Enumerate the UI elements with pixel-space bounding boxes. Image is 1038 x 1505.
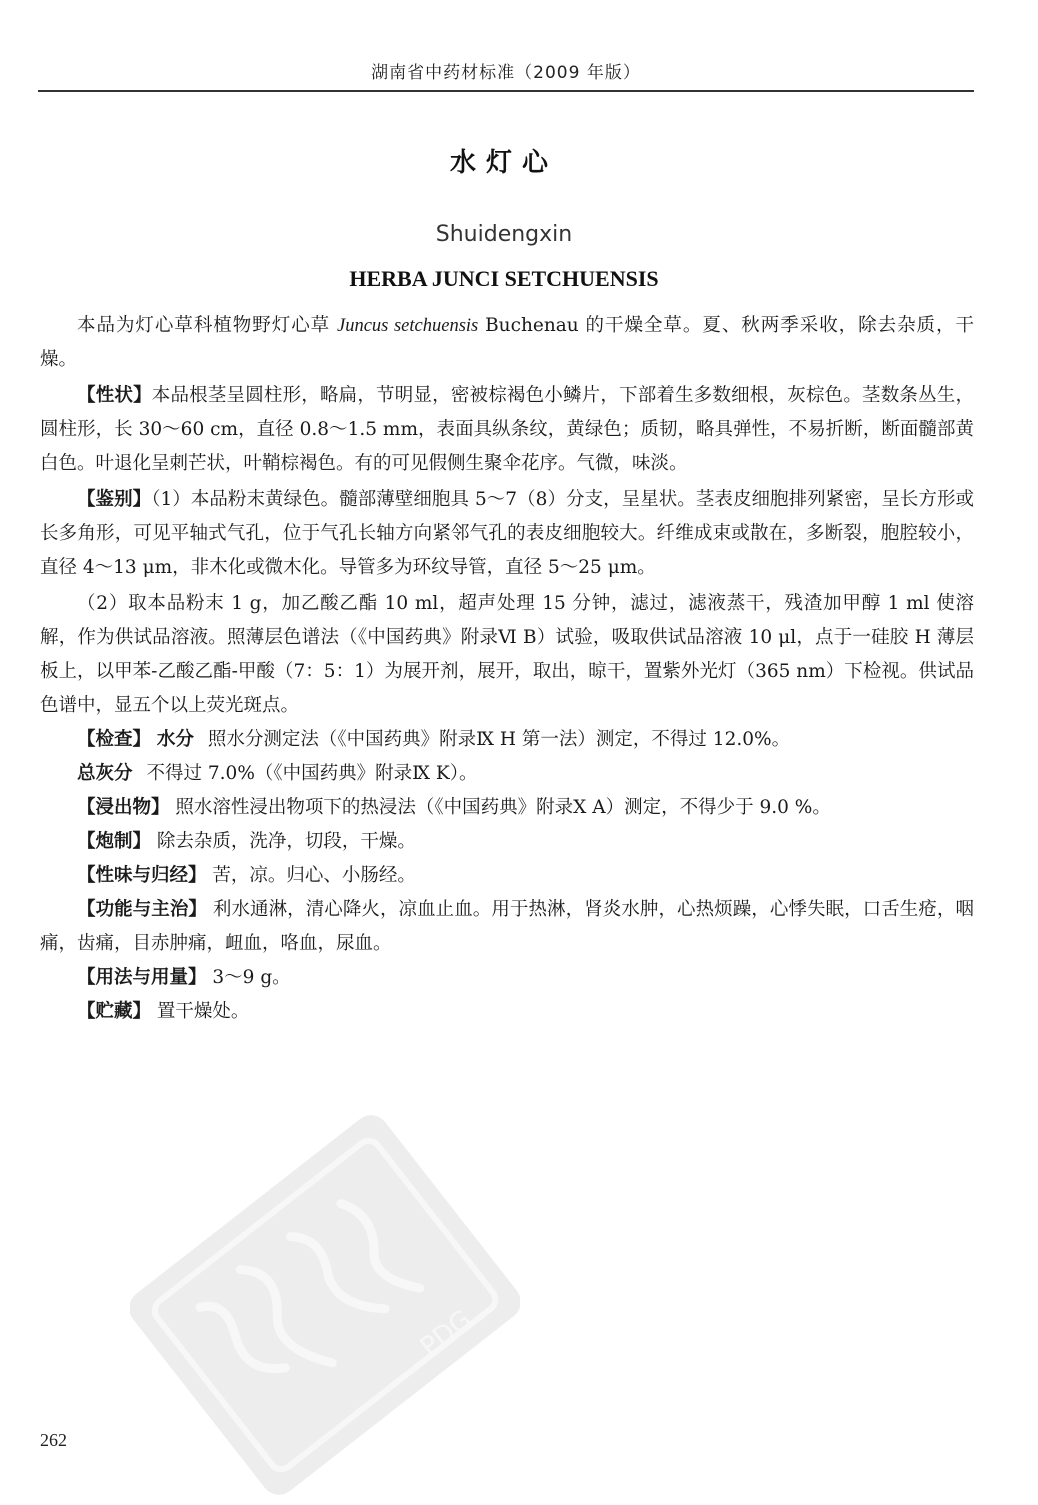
- section-label-yongfa: 【用法与用量】: [77, 967, 207, 988]
- section-label-jinchuwu: 【浸出物】: [77, 797, 170, 818]
- section-text-zhucang: 置干燥处。: [156, 1001, 250, 1022]
- section-label-zhucang: 【贮藏】: [77, 1001, 152, 1022]
- ash-text: 不得过 7.0%（《中国药典》附录Ⅸ K）。: [146, 763, 478, 784]
- water-text: 照水分测定法（《中国药典》附录Ⅸ H 第一法）测定，不得过 12.0%。: [207, 729, 791, 750]
- page-number: 262: [40, 1430, 67, 1450]
- section-label-xingzhuang: 【性状】: [77, 385, 152, 406]
- section-text-jinchuwu: 照水溶性浸出物项下的热浸法（《中国药典》附录Ⅹ A）测定，不得少于 9.0 %。: [175, 797, 831, 818]
- section-zhucang: [40, 995, 974, 1029]
- section-label-jiancha: 【检查】: [77, 729, 152, 750]
- section-label-xingwei: 【性味与归经】: [77, 865, 207, 886]
- latin-drug-name: HERBA JUNCI SETCHUENSIS: [349, 266, 659, 291]
- section-text-paozhi: 除去杂质，洗净，切段，干燥。: [156, 831, 416, 852]
- sublabel-water: 水分: [156, 729, 194, 750]
- section-xingwei: [40, 859, 974, 893]
- intro-text-1: 本品为灯心草科植物野灯心草: [77, 315, 337, 336]
- section-label-jianbie: 【鉴别】: [77, 489, 152, 510]
- section-text-jianbie-1: （1）本品粉末黄绿色。髓部薄壁细胞具 5～7（8）分支，呈星状。茎表皮细胞排列紧密，呈长方形或长多角形，可见平轴式气孔，位于气孔长轴方向紧邻气孔的表皮细胞较大。纤维成束或散在，多断裂，胞腔较小，直径 4～13 μm，非木化或微木化。导管多为环纹导管，直径 5～25 μm。: [40, 489, 974, 578]
- section-text-jianbie-2: （2）取本品粉末 1 g，加乙酸乙酯 10 ml，超声处理 15 分钟，滤过，滤液蒸干，残渣加甲醇 1 ml 使溶解，作为供试品溶液。照薄层色谱法（《中国药典》附录Ⅵ B）试验，吸取供试品溶液 10 μl，点于一硅胶 H 薄层板上，以甲苯-乙酸乙酯-甲酸（7：5：1）为展开剂，展开，取出，晾干，置紫外光灯（365 nm）下检视。供试品色谱中，显五个以上荧光斑点。: [40, 593, 974, 716]
- section-gongneng: [40, 893, 974, 961]
- monograph-title: 水灯心: [449, 148, 558, 178]
- species-latin-name: Juncus setchuensis: [337, 316, 479, 336]
- section-jinchuwu: [40, 791, 974, 825]
- intro-text-2: Buchenau 的干燥全草。夏、秋两季采收，除去杂质，干燥。: [40, 315, 974, 370]
- watermark-text: PDG: [414, 1304, 478, 1363]
- section-paozhi: [40, 825, 974, 859]
- section-text-xingwei: 苦，凉。归心、小肠经。: [212, 865, 416, 886]
- intro-paragraph: [40, 309, 974, 377]
- section-xingzhuang: [40, 379, 974, 481]
- sublabel-ash: 总灰分: [77, 763, 133, 784]
- section-yongfa: [40, 961, 974, 995]
- section-jianbie-1: [40, 483, 974, 585]
- section-text-gongneng: 利水通淋，清心降火，凉血止血。用于热淋，肾炎水肿，心热烦躁，心悸失眠，口舌生疮，咽痛，齿痛，目赤肿痛，衄血，咯血，尿血。: [40, 899, 974, 954]
- section-text-xingzhuang: 本品根茎呈圆柱形，略扁，节明显，密被棕褐色小鳞片，下部着生多数细根，灰棕色。茎数条丛生，圆柱形，长 30～60 cm，直径 0.8～1.5 mm，表面具纵条纹，黄绿色；质韧，略具弹性，不易折断，断面髓部黄白色。叶退化呈刺芒状，叶鞘棕褐色。有的可见假侧生聚伞花序。气微，味淡。: [40, 385, 974, 474]
- section-jiancha-ash: [40, 757, 974, 791]
- section-jianbie-2: [40, 587, 974, 723]
- pinyin-name: Shuidengxin: [435, 222, 573, 247]
- monograph-body: [40, 309, 974, 1029]
- section-label-paozhi: 【炮制】: [77, 831, 152, 852]
- section-jiancha-water: [40, 723, 974, 757]
- section-label-gongneng: 【功能与主治】: [77, 899, 207, 920]
- section-text-yongfa: 3～9 g。: [212, 967, 291, 988]
- running-header: 湖南省中药材标准（2009 年版）: [371, 63, 641, 83]
- header-rule: [38, 90, 974, 92]
- seal-stamp-icon: [130, 1110, 520, 1500]
